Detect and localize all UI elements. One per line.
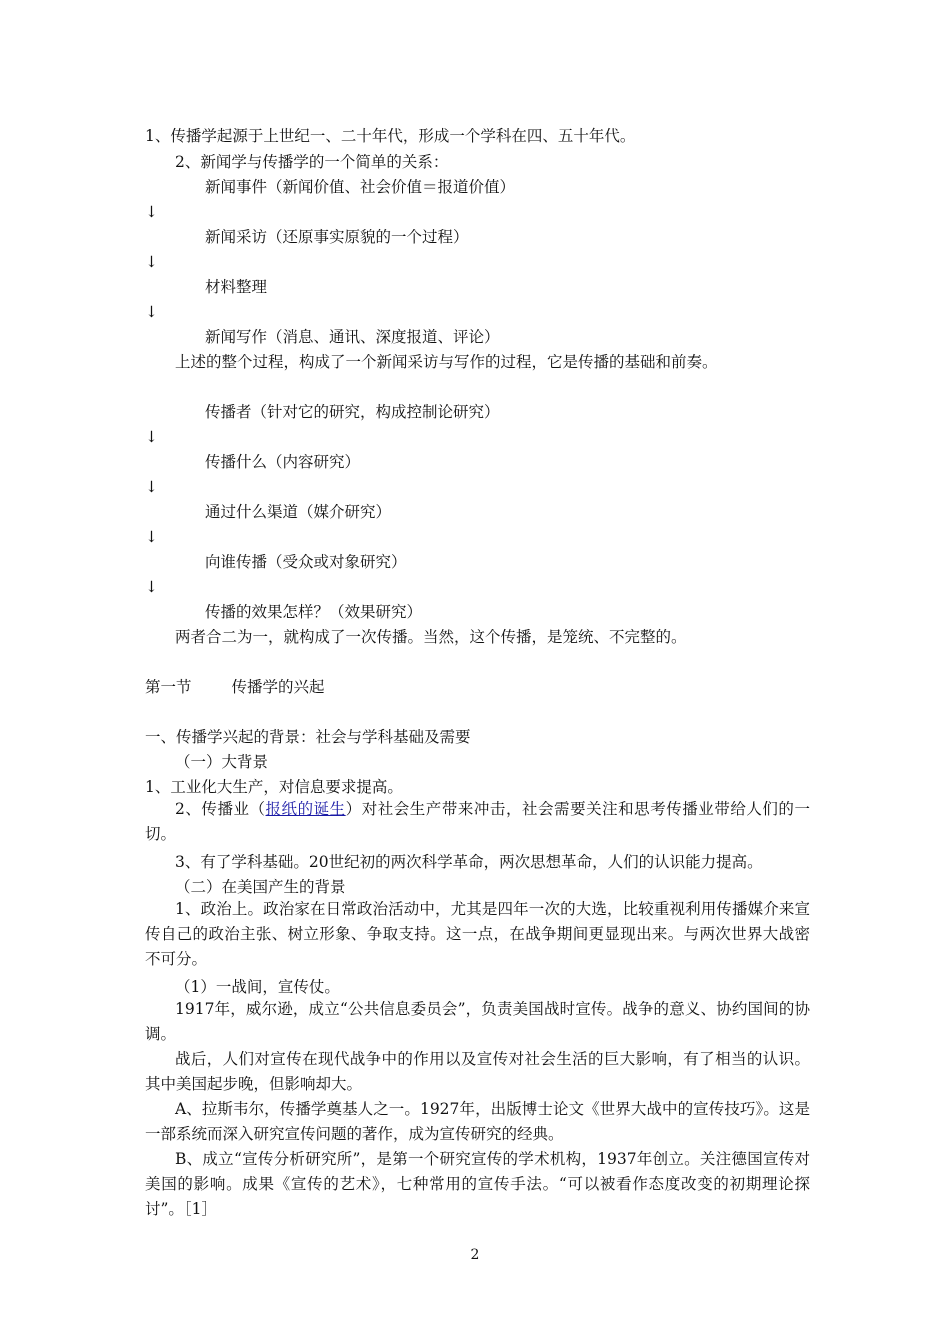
subheading-general: （一）大背景 [175, 753, 269, 771]
comm-flow-step: 传播什么（内容研究） [205, 453, 361, 471]
down-arrow-icon: ↓ [145, 253, 158, 271]
news-flow-step: 新闻写作（消息、通讯、深度报道、评论） [205, 328, 500, 346]
comm-flow-step: 传播者（针对它的研究，构成控制论研究） [205, 403, 500, 421]
down-arrow-icon: ↓ [145, 303, 158, 321]
comm-flow-step: 传播的效果怎样？（效果研究） [205, 603, 423, 621]
down-arrow-icon: ↓ [145, 578, 158, 596]
down-arrow-icon: ↓ [145, 528, 158, 546]
down-arrow-icon: ↓ [145, 478, 158, 496]
comm-summary: 两者合二为一，就构成了一次传播。当然，这个传播，是笼统、不完整的。 [175, 628, 687, 646]
intro-line-2: 2、新闻学与传播学的一个简单的关系： [175, 153, 449, 171]
news-flow-step: 材料整理 [205, 278, 268, 296]
subheading-us: （二）在美国产生的背景 [175, 878, 346, 896]
news-flow-step: 新闻事件（新闻价值、社会价值＝报道价值） [205, 178, 516, 196]
section-title: 传播学的兴起 [231, 678, 325, 696]
section-heading [145, 677, 325, 697]
intro-line-1: 1、传播学起源于上世纪一、二十年代，形成一个学科在四、五十年代。 [145, 127, 636, 145]
down-arrow-icon: ↓ [145, 428, 158, 446]
postwar-paragraph: 战后，人们对宣传在现代战争中的作用以及宣传对社会生活的巨大影响，有了相当的认识。其中美国起步晚，但影响却大。 [145, 1050, 810, 1093]
politics-paragraph: 1、政治上。政治家在日常政治活动中，尤其是四年一次的大选，比较重视利用传播媒介来宣传自己的政治主张、树立形象、争取支持。这一点，在战争期间更显现出来。与两次世界大战密不可分。 [145, 900, 810, 968]
page-number: 2 [470, 1247, 480, 1263]
point-a-paragraph: A、拉斯韦尔，传播学奠基人之一。1927年，出版博士论文《世界大战中的宣传技巧》。这是一部系统而深入研究宣传问题的著作，成为宣传研究的经典。 [145, 1100, 810, 1143]
news-flow-step: 新闻采访（还原事实原貌的一个过程） [205, 228, 469, 246]
section-number: 第一节 [145, 678, 192, 696]
list-item-paragraph: 2、传播业（报纸的诞生）对社会生产带来冲击，社会需要关注和思考传播业带给人们的一切。 [145, 800, 810, 843]
paragraph-1917: 1917年，威尔逊，成立“公共信息委员会”，负责美国战时宣传。战争的意义、协约国间的协调。 [145, 1000, 810, 1043]
list-item: 1、工业化大生产，对信息要求提高。 [145, 778, 403, 796]
down-arrow-icon: ↓ [145, 203, 158, 221]
comm-flow-step: 向谁传播（受众或对象研究） [205, 553, 407, 571]
news-summary: 上述的整个过程，构成了一个新闻采访与写作的过程，它是传播的基础和前奏。 [175, 353, 718, 371]
ww1-line: （1）一战间，宣传仗。 [175, 978, 340, 996]
list-item: 3、有了学科基础。20世纪初的两次科学革命，两次思想革命，人们的认识能力提高。 [175, 853, 763, 871]
newspaper-link[interactable]: 报纸的诞生 [265, 800, 346, 818]
comm-flow-step: 通过什么渠道（媒介研究） [205, 503, 392, 521]
point-b-paragraph: B、成立“宣传分析研究所”，是第一个研究宣传的学术机构，1937年创立。关注德国宣传对美国的影响。成果《宣传的艺术》，七种常用的宣传手法。“可以被看作态度改变的初期理论探讨”。［1］ [145, 1150, 810, 1218]
part-heading: 一、传播学兴起的背景：社会与学科基础及需要 [145, 728, 471, 746]
